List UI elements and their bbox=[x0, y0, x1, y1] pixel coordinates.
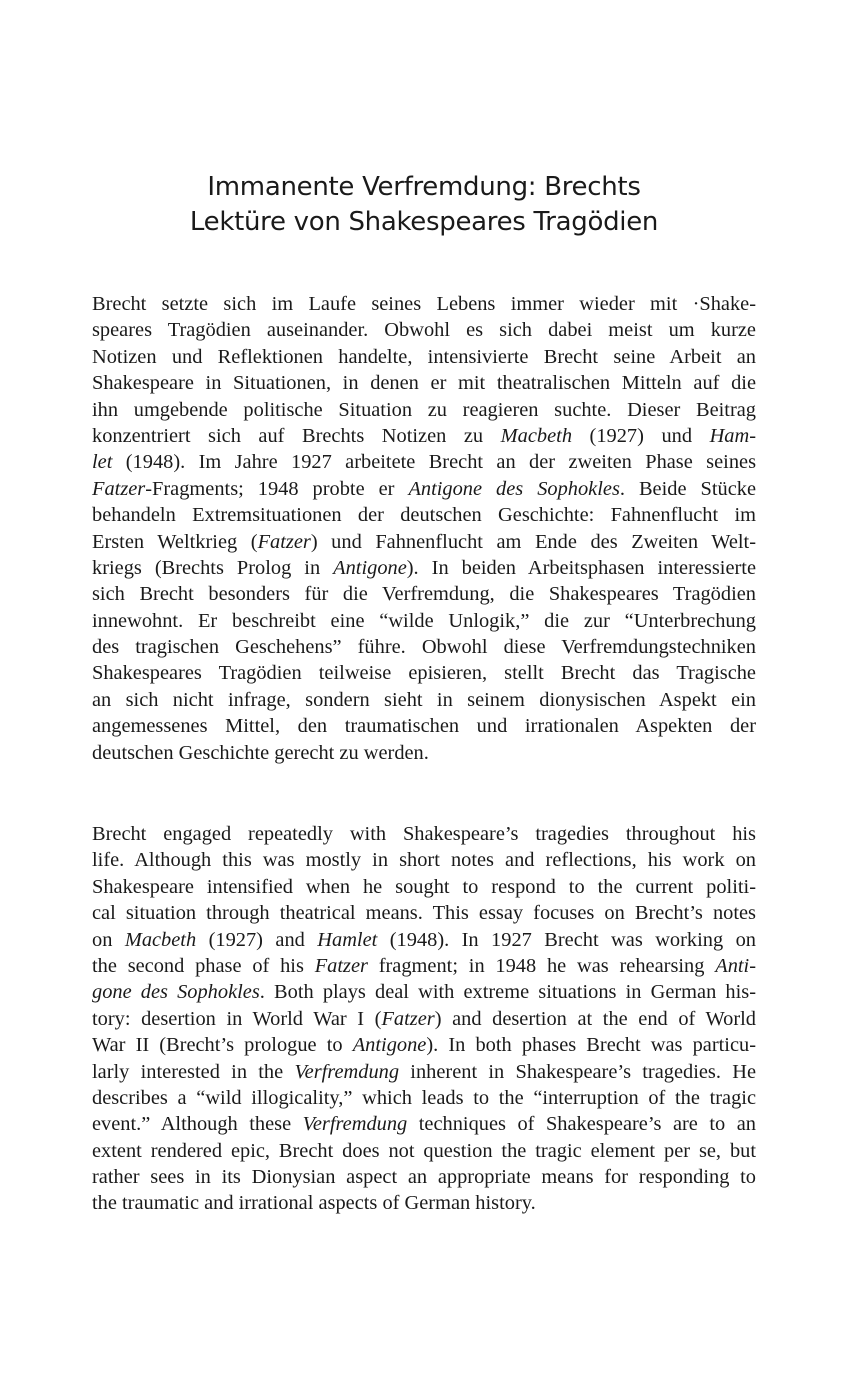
work-title-fatzer: Fatzer bbox=[257, 530, 311, 553]
work-title-antigone: Anti- bbox=[715, 954, 757, 977]
work-title-hamlet: Hamlet bbox=[317, 928, 378, 951]
abstract-de-line bbox=[92, 449, 756, 475]
work-title-antigone: Antigone bbox=[352, 1034, 427, 1057]
term-verfremdung: Verfremdung bbox=[294, 1060, 400, 1083]
abstract-en-line: extent rendered epic, Brecht does not question the tragic element per se, but bbox=[92, 1139, 756, 1162]
text-run: the second phase of his bbox=[92, 954, 315, 977]
text-run: inherent in Shakespeare’s tragedies. He bbox=[399, 1060, 756, 1083]
abstract-de-line bbox=[92, 529, 756, 555]
abstract-de-line: innewohnt. Er beschreibt eine “wilde Unlogik,” die zur “Unterbrechung bbox=[92, 609, 756, 632]
abstract-de-line: behandeln Extremsituationen der deutschen Geschichte: Fahnenflucht im bbox=[92, 504, 756, 527]
text-run: techniques of Shakespeare’s are to an bbox=[407, 1113, 756, 1136]
text-run: kriegs (Brechts Prolog in bbox=[92, 556, 334, 579]
article-title bbox=[92, 170, 756, 240]
text-run: (1927) and bbox=[196, 928, 318, 951]
text-run: ) und Fahnenflucht am Ende des Zweiten Welt- bbox=[310, 530, 757, 553]
text-run: tory: desertion in World War I ( bbox=[92, 1007, 382, 1030]
text-run: (1927) und bbox=[572, 424, 710, 447]
abstract-en-line: the traumatic and irrational aspects of German history. bbox=[92, 1192, 536, 1215]
text-run: (1948). Im Jahre 1927 arbeitete Brecht an der zweiten Phase seines bbox=[112, 451, 756, 474]
term-verfremdung: Verfremdung bbox=[302, 1113, 408, 1136]
work-title-hamlet: Ham- bbox=[709, 424, 756, 447]
work-title-fatzer: Fatzer bbox=[92, 477, 146, 500]
abstract-de-line bbox=[92, 423, 756, 449]
text-run: larly interested in the bbox=[92, 1060, 295, 1083]
text-run: on bbox=[92, 928, 125, 951]
abstract-de-line: Shakespeare in Situationen, in denen er mit theatralischen Mitteln auf die bbox=[92, 372, 756, 395]
abstract-en-line bbox=[92, 1006, 756, 1032]
work-title-macbeth: Macbeth bbox=[124, 928, 197, 951]
abstract-en-line: Brecht engaged repeatedly with Shakespeare’s tragedies throughout his bbox=[92, 823, 756, 845]
text-run: event.” Although these bbox=[92, 1113, 303, 1136]
abstract-en-line bbox=[92, 979, 756, 1005]
abstract-de-line: Shakespeares Tragödien teilweise episieren, stellt Brecht das Tragische bbox=[92, 662, 756, 685]
abstract-en-line: describes a “wild illogicality,” which leads to the “interruption of the tragic bbox=[92, 1086, 756, 1109]
abstract-de-line: angemessenes Mittel, den traumatischen und irrationalen Aspekten der bbox=[92, 715, 756, 738]
title-line-2: Lektüre von Shakespeares Tragödien bbox=[189, 207, 659, 237]
abstract-de-line: Brecht setzte sich im Laufe seines Lebens immer wieder mit ·Shake- bbox=[92, 293, 756, 315]
text-run: -Fragments; 1948 probte er bbox=[145, 477, 409, 500]
text-run: War II (Brecht’s prologue to bbox=[92, 1034, 353, 1057]
title-line-1: Immanente Verfremdung: Brechts bbox=[207, 172, 641, 202]
work-title-antigone: gone des Sophokles bbox=[92, 981, 260, 1004]
abstract-de-line bbox=[92, 555, 756, 581]
abstract-english bbox=[92, 821, 756, 1217]
abstract-de-line bbox=[92, 476, 756, 502]
abstract-en-line bbox=[92, 1032, 756, 1058]
abstract-en-line: rather sees in its Dionysian aspect an appropriate means for responding to bbox=[92, 1166, 756, 1189]
abstract-de-line: speares Tragödien auseinander. Obwohl es sich dabei meist um kurze bbox=[92, 319, 756, 342]
text-run: . Both plays deal with extreme situations in German his- bbox=[259, 981, 756, 1004]
text-run: (1948). In 1927 Brecht was working on bbox=[377, 928, 756, 951]
abstract-de-line: Notizen und Reflektionen handelte, intensivierte Brecht seine Arbeit an bbox=[92, 345, 756, 368]
abstract-en-line: life. Although this was mostly in short notes and reflections, his work on bbox=[92, 849, 756, 872]
text-run: . Beide Stücke bbox=[619, 477, 756, 500]
text-run: ) and desertion at the end of World bbox=[434, 1007, 756, 1030]
work-title-antigone: Antigone des Sophokles bbox=[408, 477, 620, 500]
work-title-antigone: Antigone bbox=[333, 556, 407, 579]
abstract-de-line: an sich nicht infrage, sondern sieht in seinem dionysischen Aspekt ein bbox=[92, 688, 756, 711]
text-run: konzentriert sich auf Brechts Notizen zu bbox=[92, 424, 501, 447]
abstract-en-line bbox=[92, 1059, 756, 1085]
abstract-de-line: deutschen Geschichte gerecht zu werden. bbox=[92, 741, 429, 764]
work-title-fatzer: Fatzer bbox=[381, 1007, 435, 1030]
work-title-fatzer: Fatzer bbox=[314, 954, 368, 977]
text-run: fragment; in 1948 he was rehearsing bbox=[367, 954, 716, 977]
abstract-en-line bbox=[92, 953, 756, 979]
text-run: ). In both phases Brecht was particu- bbox=[426, 1034, 757, 1057]
abstract-german bbox=[92, 291, 756, 766]
work-title-macbeth: Macbeth bbox=[500, 424, 573, 447]
abstract-en-line bbox=[92, 1111, 756, 1137]
abstract-de-line: des tragischen Geschehens” führe. Obwohl diese Verfremdungstechniken bbox=[92, 636, 756, 659]
text-run: Ersten Weltkrieg ( bbox=[92, 530, 258, 553]
text-run: ). In beiden Arbeitsphasen interessierte bbox=[406, 556, 756, 579]
work-title-hamlet: let bbox=[92, 451, 113, 474]
abstract-en-line: Shakespeare intensified when he sought to respond to the current politi- bbox=[92, 875, 756, 898]
abstract-en-line bbox=[92, 927, 756, 953]
abstract-en-line: cal situation through theatrical means. This essay focuses on Brecht’s notes bbox=[92, 902, 756, 925]
abstract-de-line: ihn umgebende politische Situation zu reagieren suchte. Dieser Beitrag bbox=[92, 398, 756, 421]
abstract-de-line: sich Brecht besonders für die Verfremdung, die Shakespeares Tragödien bbox=[92, 583, 756, 606]
